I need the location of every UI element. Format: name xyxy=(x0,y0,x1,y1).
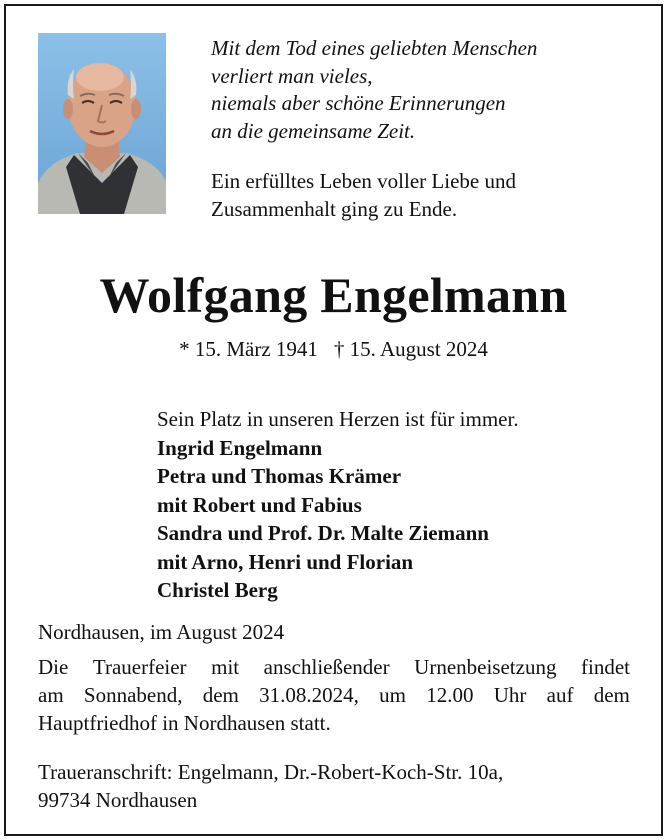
tagline xyxy=(211,167,516,223)
quote-line: niemals aber schöne Erinnerungen xyxy=(211,91,506,115)
ceremony-info xyxy=(38,653,630,737)
quote-line: verliert man vieles, xyxy=(211,63,373,88)
place-date: Nordhausen, im August 2024 xyxy=(38,620,285,644)
death-date: † 15. August 2024 xyxy=(333,337,488,361)
ceremony-word: Urnenbeisetzung xyxy=(414,655,557,679)
ceremony-word: 31.08.2024, xyxy=(259,683,359,707)
mourning-address xyxy=(38,758,503,814)
quote xyxy=(211,35,537,145)
ceremony-word: Sonnabend, xyxy=(83,683,183,707)
portrait-illustration xyxy=(38,33,166,214)
mourner-name: Sandra und Prof. Dr. Malte Ziemann xyxy=(157,521,489,545)
mourner-name: mit Robert und Fabius xyxy=(157,492,362,517)
address-line: Traueranschrift: Engelmann, Dr.-Robert-Koch-Str. 10a, xyxy=(38,760,504,784)
deceased-name: Wolfgang Engelmann xyxy=(99,267,568,323)
mourner-name: Ingrid Engelmann xyxy=(157,435,323,460)
mourner-name: mit Arno, Henri und Florian xyxy=(157,549,414,574)
birth-date: * 15. März 1941 xyxy=(179,337,318,361)
ceremony-word: Uhr xyxy=(493,683,527,707)
ceremony-word: 12.00 xyxy=(426,683,474,707)
quote-line: an die gemeinsame Zeit. xyxy=(211,118,416,143)
ceremony-word: dem xyxy=(202,683,239,707)
ceremony-word: findet xyxy=(581,655,630,679)
ceremony-word: am xyxy=(38,683,64,707)
quote-line: Mit dem Tod eines geliebten Menschen xyxy=(211,36,538,60)
mourner-name: Christel Berg xyxy=(157,578,278,602)
ceremony-word: mit xyxy=(211,655,240,679)
ceremony-line xyxy=(38,653,630,681)
ceremony-word: Trauerfeier xyxy=(92,655,187,679)
portrait-photo xyxy=(38,33,166,214)
ceremony-line xyxy=(38,681,630,709)
tagline-line: Ein erfülltes Leben voller Liebe und xyxy=(211,169,516,193)
tagline-line: Zusammenhalt ging zu Ende. xyxy=(211,197,458,221)
ceremony-line: Hauptfriedhof in Nordhausen statt. xyxy=(38,711,331,735)
ceremony-word: auf xyxy=(546,683,574,707)
mourners-intro: Sein Platz in unseren Herzen ist für immer. xyxy=(157,407,519,431)
address-line: 99734 Nordhausen xyxy=(38,788,198,812)
ceremony-word: um xyxy=(379,683,406,707)
ceremony-word: dem xyxy=(593,683,630,707)
ceremony-word: Die xyxy=(38,655,69,679)
mourner-name: Petra und Thomas Krämer xyxy=(157,464,402,488)
life-dates xyxy=(0,335,667,363)
ceremony-word: anschließender xyxy=(263,655,390,679)
mourners xyxy=(157,405,519,605)
